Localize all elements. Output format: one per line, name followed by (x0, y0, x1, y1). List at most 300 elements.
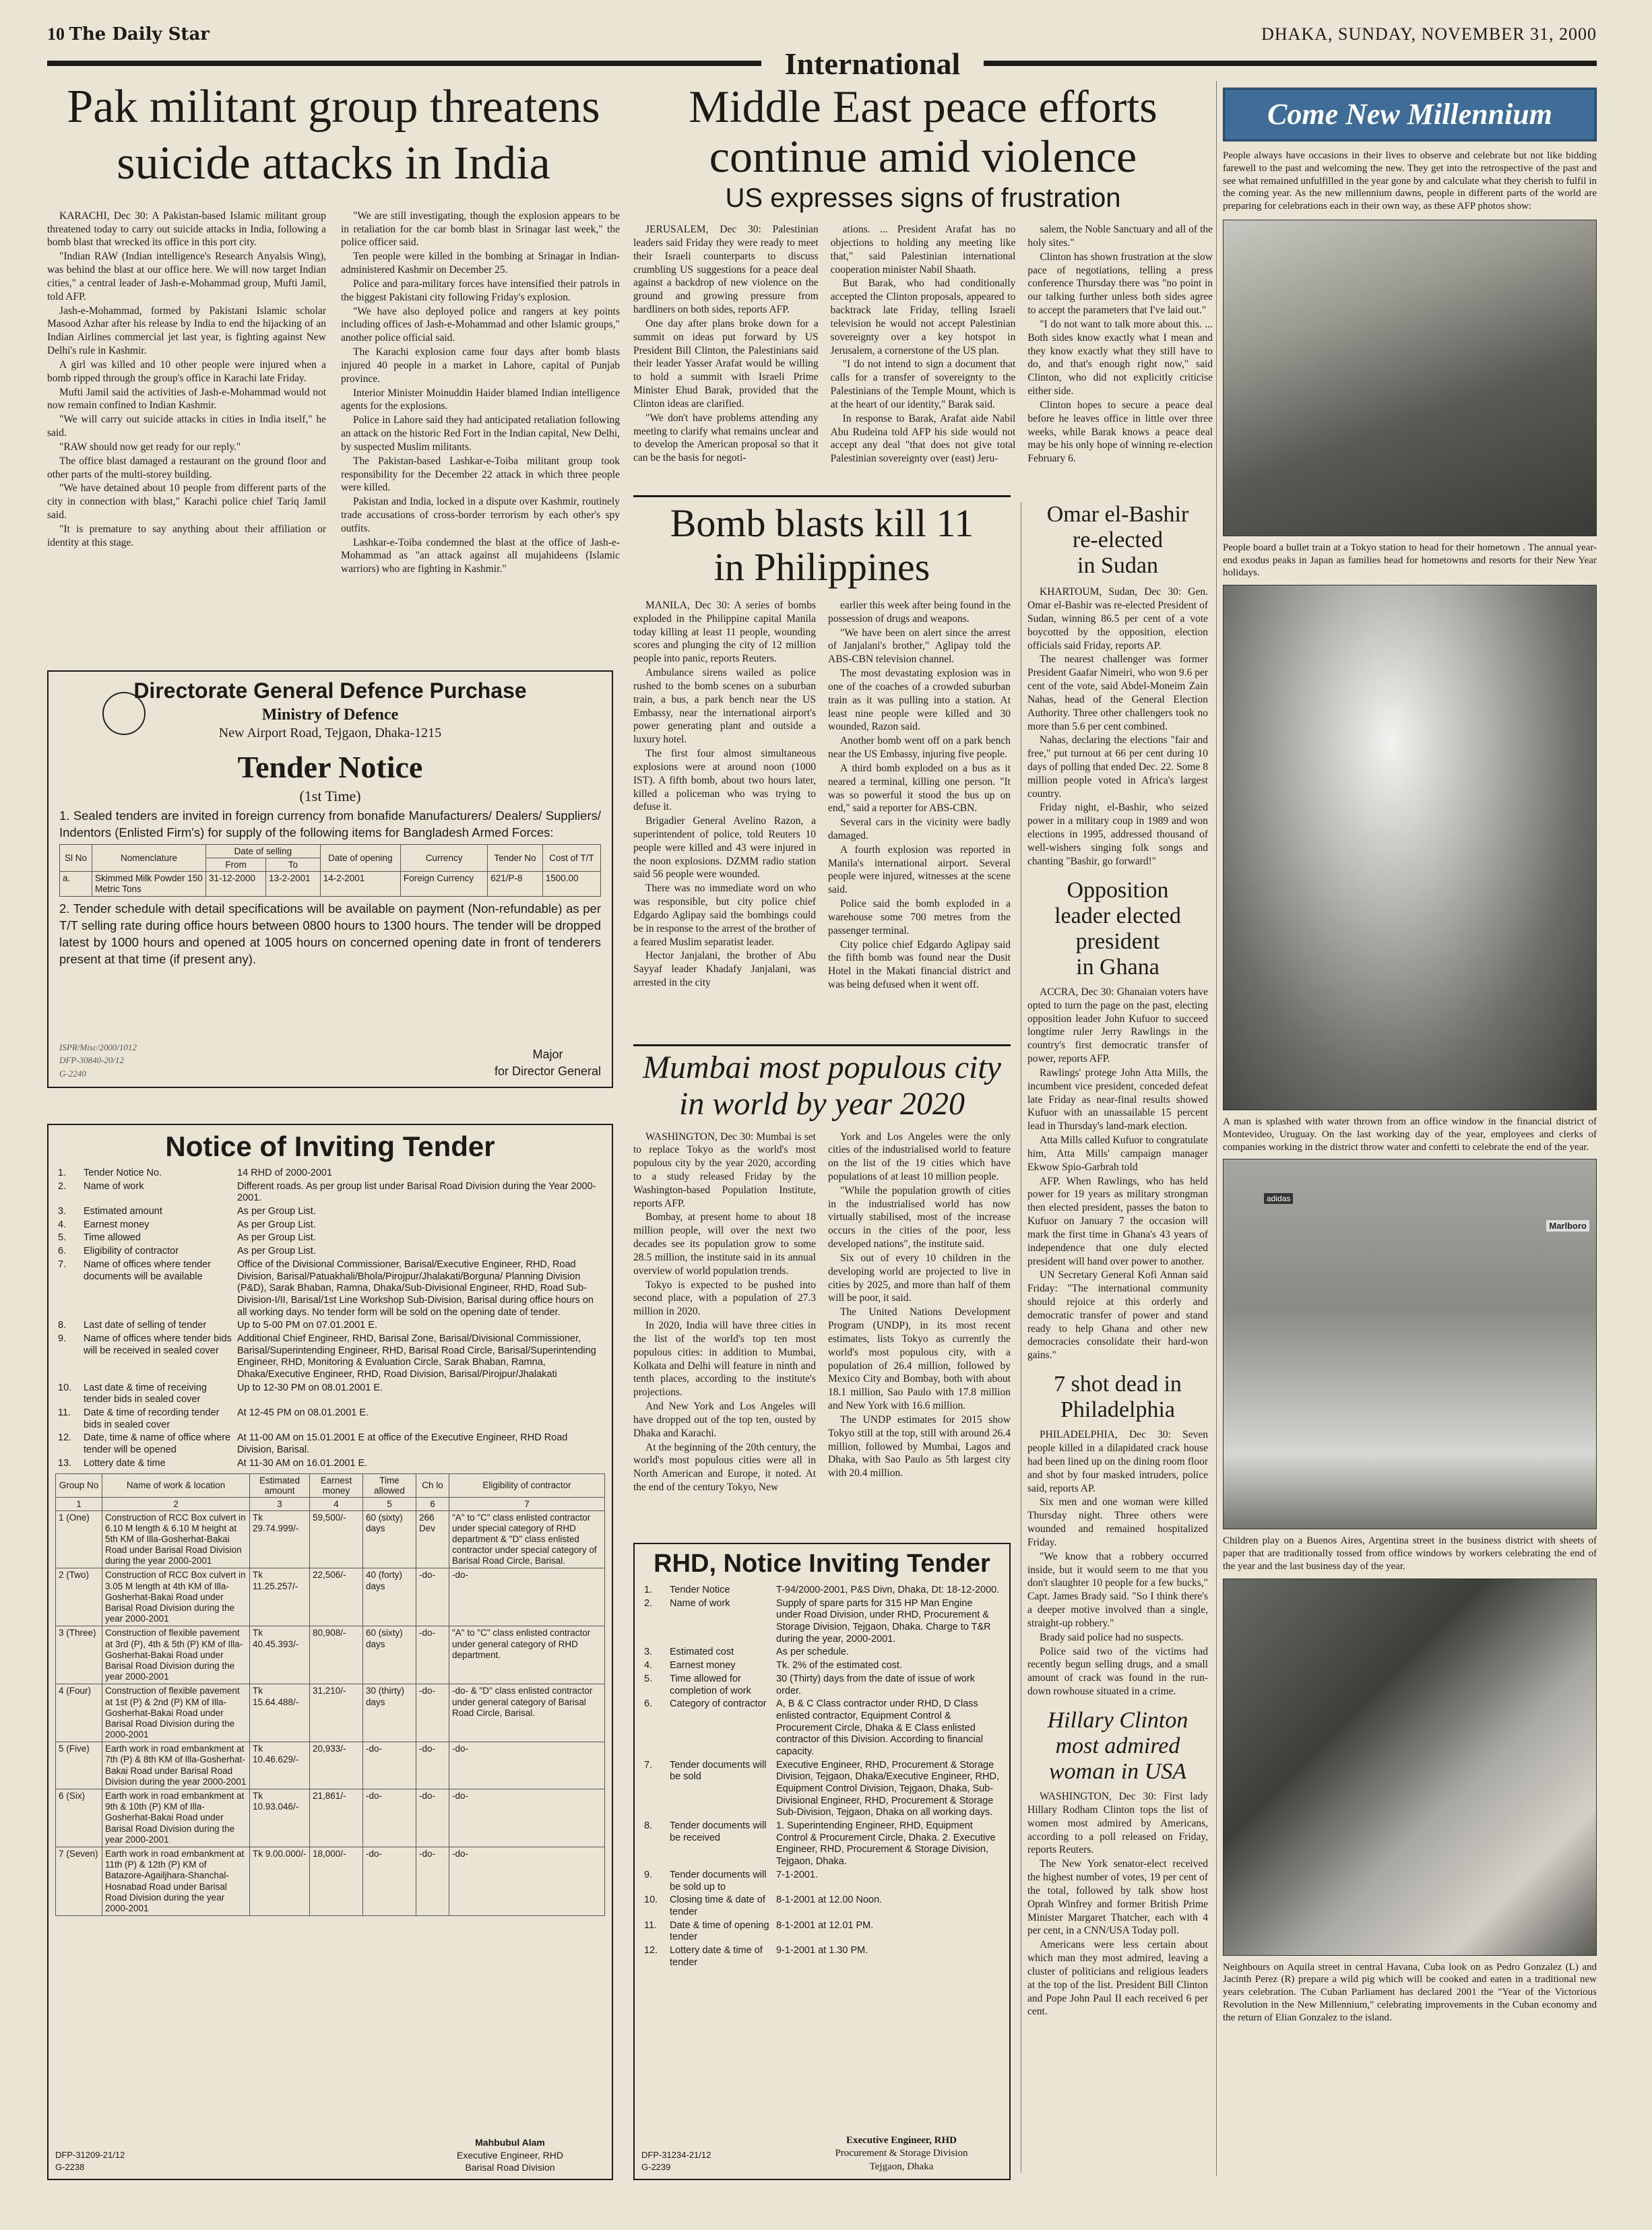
paragraph: The New York senator-elect received the highest number of votes, 19 per cent of the total, followed by talk show host Oprah Winfrey and former British Prime Minister Margaret Thatcher, each with 4 per cent, in a CNN/USA Today poll. (1027, 1858, 1208, 1937)
table-cell: 2. (58, 1180, 67, 1192)
dgdp-para-1: 1. Sealed tenders are invited in foreign currency from bonafide Manufacturers/ Dealers/ Suppliers/ Indentors (Enlisted Firm's) for supply of the following items for Bangladesh Armed Forces: (59, 808, 601, 839)
sign-adidas: adidas (1264, 1193, 1293, 1204)
sign-marlboro: Marlboro (1546, 1220, 1589, 1232)
photo-tokyo-station (1223, 220, 1597, 536)
table-row (641, 1659, 1003, 1673)
table-cell: 1. (58, 1168, 67, 1178)
table-cell: At 12-45 PM on 08.01.2001 E. (237, 1407, 369, 1419)
bomb-top-rule (633, 495, 1011, 497)
table-cell: Office of the Divisional Commissioner, Barisal/Executive Engineer, RHD, Road Division, Barisal/Patuakhali/Bhola/Pirojpur/Jhalakati/Borguna/ Planning Division (P&D), Sarak Bhaban, Ramna, Dhaka/Sub-Divisional Engineer, RHD, Road Sub-Division-I/II, Barisal/1st Line Workshop Sub-Division, Barisal during office hours on all working days. No tender form will be sold on the opening date of tender. (237, 1259, 594, 1318)
mideast-column-2 (831, 223, 1016, 466)
bomb-body (633, 599, 1011, 992)
table-cell: 11. (644, 1919, 658, 1931)
noit-ref-2: G-2238 (55, 2161, 85, 2172)
photo-montevideo-splash (1223, 585, 1597, 1110)
paragraph: The United Nations Development Program (UNDP), in its most recent estimates, lists Tokyo as currently the world's most populous city, with a population of 26.4 million, followed by Mexico City and Bombay, both with about 18.1 million, Sao Paulo with 17.8 million and New York with 16.6 million. (828, 1306, 1011, 1412)
paragraph: ations. ... President Arafat has no objections to holding any meeting like that," said Palestinian international cooperation minister Nabil Shaath. (830, 224, 1016, 276)
millennium-feature (1223, 88, 1597, 2024)
table-cell: 8. (644, 1820, 653, 1832)
paragraph: Interior Minister Moinuddin Haider blamed Indian intelligence agents for the explosions. (341, 387, 620, 412)
noit-signature (426, 2136, 594, 2173)
rhd-sig-3: Tejgaon, Dhaka (869, 2161, 934, 2172)
paragraph: There was no immediate word on who was responsible, but city police chief Edgardo Aglipay said the bombings could be in response to the arrest of the brother of a feared Muslim separatist leader. (633, 883, 816, 948)
dgdp-para-2: 2. Tender schedule with detail specifications will be available on payment (Non-refundable) as per T/T selling rate during office hours between 0800 hours to 1300 hours. The tender will be dropped latest by 1000 hours and opened at 1005 hours on concerned opening date in front of tenderers present at that time (if present any). (59, 901, 601, 967)
table-cell: Date & time of recording tender bids in sealed cover (84, 1407, 220, 1430)
table-cell: 6. (58, 1246, 67, 1257)
table-cell: Tk 29.74.999/- (250, 1510, 310, 1568)
table-cell: -do- (449, 1568, 605, 1626)
column-number: 6 (416, 1497, 449, 1510)
ghana-headline-1: Opposition (1067, 877, 1169, 903)
mideast-story (633, 81, 1213, 466)
dgdp-address: New Airport Road, Tejgaon, Dhaka-1215 (218, 726, 442, 740)
dgdp-col-tender-no: Tender No (488, 844, 542, 871)
table-cell: Estimated amount (84, 1206, 162, 1217)
paragraph: Friday night, el-Bashir, who seized power in a military coup in 1989 and won elections in 1995, addressed thousand of well-wishers singing folk songs and chanting "Bashir, go forward!" (1027, 802, 1208, 867)
table-row (55, 1457, 605, 1471)
bomb-column-1 (633, 599, 816, 992)
table-cell: 10. (644, 1894, 658, 1906)
paragraph: "I do not intend to sign a document that calls for a transfer of sovereignty to the Palestinians of the Temple Mount, which is at the heart of our identity," Barak said. (830, 358, 1016, 410)
table-cell: -do- (416, 1789, 449, 1847)
pak-column-1 (47, 210, 326, 577)
dgdp-col-cost: Cost of T/T (542, 844, 600, 871)
table-cell: Date, time & name of office where tender will be opened (84, 1432, 231, 1456)
dgdp-cell-item: Skimmed Milk Powder 150 Metric Tons (92, 871, 205, 896)
dgdp-ministry: Ministry of Defence (261, 706, 399, 724)
section-rule-left (47, 61, 761, 66)
table-row (55, 1382, 605, 1407)
hillary-headline-1: Hillary Clinton (1047, 1707, 1188, 1733)
table-cell: 30 (Thirty) days from the date of issue of work order. (776, 1673, 975, 1696)
table-cell: -do- (416, 1742, 449, 1789)
paragraph: Six men and one woman were killed Thursday night. Three others were wounded and remained hospitalized Friday. (1027, 1496, 1208, 1548)
bashir-body (1027, 585, 1208, 868)
table-cell: "A" to "C" class enlisted contractor under general category of RHD department. (449, 1626, 605, 1684)
table-cell: 1. Superintending Engineer, RHD, Equipment Control & Procurement Circle, Dhaka. 2. Executive Engineer, RHD, Procurement & Storage Division, Tejgaon, Dhaka. (776, 1820, 996, 1868)
paragraph: Police and para-military forces have intensified their patrols in the biggest Pakistani city following Friday's explosion. (341, 278, 620, 303)
column-number: 4 (310, 1497, 363, 1510)
table-row (641, 1759, 1003, 1820)
paragraph: Bombay, at present home to about 18 million people, will over the next two decades see its population grow to some 28.5 million, the institute said in its annual overview of world population trends. (633, 1211, 816, 1277)
paragraph: Pakistan and India, locked in a dispute over Kashmir, routinely trade accusations of cross-border terrorism by each other's spy outfits. (341, 496, 620, 534)
column-header: Ch lo (416, 1473, 449, 1497)
table-row (641, 1820, 1003, 1869)
dgdp-cell-cost: 1500.00 (542, 871, 600, 896)
paragraph: "While the population growth of cities in the industrialised world has now virtually stabilised, most of the increase occurs in the cities of the poor, less developed nations", the institute said. (828, 1184, 1011, 1250)
paragraph: KARACHI, Dec 30: A Pakistan-based Islamic militant group threatened today to carry out suicide attacks in India, following a bomb blast that wrecked its office in this port city. (47, 210, 326, 249)
table-row (641, 1584, 1003, 1597)
rhd-sig-2: Procurement & Storage Division (835, 2148, 968, 2159)
rhd-ref-1: DFP-31234-21/12 (641, 2149, 711, 2160)
paragraph: "We don't have problems attending any meeting to clarify what remains unclear and to develop the American proposal so that it can be the basis for negoti- (633, 412, 819, 464)
paragraph: In response to Barak, Arafat aide Nabil Abu Rudeina told AFP his side would not accept any deal "that does not give total Palestinian sovereignty over (east) Jeru- (830, 412, 1016, 465)
table-cell: Lottery date & time of tender (670, 1944, 763, 1968)
hillary-body (1027, 1790, 1208, 2018)
table-cell: 8-1-2001 at 12.00 Noon. (776, 1894, 883, 1906)
table-row (55, 1245, 605, 1259)
dgdp-sign-1: Major (532, 1047, 563, 1061)
paragraph: Police in Lahore said they had anticipated retaliation following an attack on the historic Red Fort in the Indian capital, New Delhi, by suspected Muslim militants. (341, 414, 620, 453)
paragraph: A third bomb exploded on a bus as it neared a terminal, killing one person. "It was so powerful it stood the bus up on end," said a reporter for ABS-CBN. (828, 762, 1011, 815)
table-cell: -do- (449, 1789, 605, 1847)
noit-refs (55, 2149, 125, 2173)
table-row (55, 1219, 605, 1232)
table-cell: Earnest money (84, 1219, 150, 1230)
paragraph: But Barak, who had conditionally accepted the Clinton proposals, appeared to backtrack late Friday, telling Israeli television he would not accept Palestinian sovereignty over a key hotspot in Jerusalem, a cornerstone of the US plan. (830, 278, 1016, 356)
table-cell: Tender Notice (670, 1585, 730, 1595)
mumbai-story (633, 1050, 1011, 1495)
paragraph: Atta Mills called Kufuor to congratulate him, Atta Mills' campaign manager Ekwow Spio-Garbrah told (1027, 1135, 1208, 1173)
table-row (56, 1626, 605, 1684)
dgdp-tender-notice (47, 670, 613, 1088)
dgdp-ref-3: G-2240 (59, 1068, 86, 1079)
millennium-banner: Come New Millennium (1223, 88, 1597, 141)
paragraph: Six out of every 10 children in the developing world are projected to live in cities by 2025, and more than half of them will be poor, it said. (828, 1252, 1011, 1304)
mideast-column-3 (1027, 223, 1213, 466)
table-cell: Tk 10.46.629/- (250, 1742, 310, 1789)
table-cell: 4 (Four) (56, 1684, 102, 1742)
table-cell: Tender documents will be sold (670, 1759, 767, 1783)
table-cell: 3. (644, 1647, 653, 1658)
paragraph: UN Secretary General Kofi Annan said Friday: "The international community should rejoice at this orderly and democratic transfer of power and stand ready to help Ghana and other new democracies consolidate their hard-won gains." (1027, 1269, 1208, 1362)
paragraph: Police said the bomb exploded in a warehouse some 700 metres from the passenger terminal. (828, 898, 1011, 936)
table-cell: 40 (forty) days (363, 1568, 416, 1626)
column-header: Name of work & location (102, 1473, 250, 1497)
column-header: Group No (56, 1473, 102, 1497)
ghana-headline-4: in Ghana (1076, 954, 1159, 980)
table-row (56, 1568, 605, 1626)
table-cell: 4. (644, 1660, 653, 1671)
table-row (55, 1167, 605, 1180)
bomb-headline-1: Bomb blasts kill 11 (670, 501, 974, 545)
table-row (641, 1698, 1003, 1758)
caption-buenos-aires: Children play on a Buenos Aires, Argentina street in the business district with sheets of paper that are traditionally tossed from office windows by workers celebrating the end of the year and the last business day of the year. (1223, 1535, 1597, 1572)
rhd-notice (633, 1543, 1011, 2180)
pak-headline-1: Pak militant group threatens (67, 81, 600, 133)
paragraph: PHILADELPHIA, Dec 30: Seven people killed in a dilapidated crack house had been lined up on the dining room floor and shot by four masked intruders, police said, reports AP. (1027, 1429, 1208, 1494)
paragraph: salem, the Noble Sanctuary and all of the holy sites." (1027, 224, 1213, 249)
paragraph: Mufti Jamil said the activities of Jash-e-Mohammad would not now remain confined to Indian Kashmir. (47, 386, 326, 412)
table-row (55, 1232, 605, 1245)
table-cell: Time allowed (84, 1232, 141, 1244)
table-cell: Construction of flexible pavement at 3rd (P), 4th & 5th (P) KM of Illa-Gosherhat-Bakai Road under Barisal Road Division during the year 2000-2001 (102, 1626, 250, 1684)
table-cell: Date & time of opening tender (670, 1919, 769, 1943)
column-header: Estimated amount (250, 1473, 310, 1497)
paragraph: "We have also deployed police and rangers at key points including offices of Jash-e-Mohammad and other Islamic groups," another police official said. (341, 305, 620, 344)
paragraph: KHARTOUM, Sudan, Dec 30: Gen. Omar el-Bashir was re-elected President of Sudan, winning 86.5 per cent of a vote boycotted by the opposition, election officials said Friday, reports AP. (1027, 586, 1208, 651)
dgdp-col-to: To (266, 858, 321, 871)
table-row (641, 1869, 1003, 1894)
paragraph: Jash-e-Mohammad, formed by Pakistani Islamic scholar Masood Azhar after his release by India to end the hijacking of an Indian Airlines commercial jet last year, is fighting against New Delhi's rule in Kashmir. (47, 305, 326, 357)
paragraph: In 2020, India will have three cities in the list of the world's top ten most populous cities: in addition to Mumbai, Kolkata and Delhi will feature in ninth and tenth places, according to the institute's projections. (633, 1320, 816, 1399)
table-cell: Tk 9.00.000/- (250, 1847, 310, 1915)
paragraph: The Pakistan-based Lashkar-e-Toiba militant group took responsibility for the December 22 attack in which three people were killed. (341, 455, 620, 494)
table-cell: As per Group List. (237, 1232, 316, 1244)
dgdp-col-sl: Sl No (60, 844, 92, 871)
table-cell: Tender documents will be received (670, 1820, 767, 1843)
dgdp-col-currency: Currency (400, 844, 487, 871)
table-row (56, 1847, 605, 1915)
table-row (55, 1333, 605, 1382)
table-cell: 266 Dev (416, 1510, 449, 1568)
paragraph: The first four almost simultaneous explosions were at around noon (1000 IST). A fifth bomb, about two hours later, killed a policeman who was trying to defuse it. (633, 748, 816, 813)
table-cell: 7. (58, 1259, 67, 1270)
column-header: Eligibility of contractor (449, 1473, 605, 1497)
dgdp-org: Directorate General Defence Purchase (133, 678, 527, 703)
table-cell: A, B & C Class contractor under RHD, D Class enlisted contractor, Equipment Control & Procurement Circle, Dhaka & E Class enlisted contractor of this Division. According to financial capacity. (776, 1698, 984, 1757)
table-cell: Name of offices where tender documents will be available (84, 1259, 212, 1282)
rhd-sig-1: Executive Engineer, RHD (846, 2134, 957, 2146)
mideast-subhead: US expresses signs of frustration (725, 183, 1121, 214)
table-cell: Different roads. As per group list under Barisal Road Division during the Year 2000-2001. (237, 1180, 596, 1204)
paragraph: Ten people were killed in the bombing at Srinagar in Indian-administered Kashmir on December 25. (341, 251, 620, 276)
dgdp-col-nomenclature: Nomenclature (92, 844, 205, 871)
column-number: 5 (363, 1497, 416, 1510)
ghana-headline-3: president (1075, 928, 1160, 954)
paragraph: The nearest challenger was former President Gaafar Nimeiri, who won 9.6 per cent of the vote, said Abdel-Moneim Zain Nahas, head of the General Election Authority. Three other challengers took no more than 5.6 per cent combined. (1027, 654, 1208, 732)
mideast-headline-1: Middle East peace efforts (689, 81, 1157, 132)
paragraph: "Indian RAW (Indian intelligence's Research Anyalsis Wing), was behind the blast at our office here. We will now target Indian cities," a central leader of Jash-e-Mohammad group, Mufti Jamil, told AFP. (47, 251, 326, 302)
emblem-icon (102, 692, 146, 735)
dateline: DHAKA, SUNDAY, NOVEMBER 31, 2000 (1261, 24, 1597, 44)
dgdp-signature (495, 1046, 601, 1080)
table-cell: 3. (58, 1206, 67, 1217)
masthead (47, 20, 1597, 47)
dgdp-ref-2: DFP-30840-20/12 (59, 1055, 125, 1065)
noit-ref-1: DFP-31209-21/12 (55, 2149, 125, 2160)
paragraph: Lashkar-e-Toiba condemned the blast at the office of Jash-e-Mohammad as "an attack against all mujahideens (Islamic warriors) who are fighting in Kashmir." (341, 536, 620, 575)
table-cell: 8. (58, 1320, 67, 1331)
table-cell: As per schedule. (776, 1647, 850, 1658)
section-rule-right (984, 61, 1597, 66)
bomb-column-2 (828, 599, 1011, 992)
paragraph: City police chief Edgardo Aglipay said the fifth bomb was found near the Dusit Hotel in the Makati financial district and was being defused when it went off. (828, 938, 1011, 991)
table-cell: -do- (449, 1847, 605, 1915)
millennium-intro: People always have occasions in their lives to observe and celebrate but not like bidding farewell to the past and welcoming the new. They get into the retrospective of the past and see what remained unfulfilled in the year gone by and calculate what they cherish to fulfil in the coming year. As the new millennium dawns, people in different parts of the world are preparing for celebrations each in their own way, as these AFP photos show: (1223, 150, 1597, 212)
table-cell: -do- (416, 1568, 449, 1626)
dgdp-col-opening: Date of opening (320, 844, 400, 871)
table-cell: -do- (363, 1847, 416, 1915)
column-number: 1 (56, 1497, 102, 1510)
dgdp-table (59, 844, 601, 897)
table-cell: Up to 5-00 PM on 07.01.2001 E. (237, 1320, 377, 1331)
paragraph: The Karachi explosion came four days after bomb blasts injured 40 people in a market in Lahore, capital of Punjab province. (341, 346, 620, 385)
table-row (56, 1742, 605, 1789)
table-cell: Lottery date & time (84, 1457, 166, 1469)
table-cell: 60 (sixty) days (363, 1626, 416, 1684)
table-cell: 7-1-2001. (776, 1869, 819, 1880)
rhd-refs (641, 2149, 711, 2173)
column-divider-right (1216, 81, 1217, 2176)
table-cell: 3 (Three) (56, 1626, 102, 1684)
column-header: Earnest money (310, 1473, 363, 1497)
table-cell: Earth work in road embankment at 11th (P) & 12th (P) KM of Batazore-Agailjhara-Shanchal-Hosnabad Road under Barisal Road Division during the year 2000-2001 (102, 1847, 250, 1915)
table-row (641, 1597, 1003, 1647)
table-row (641, 1673, 1003, 1698)
noit-sig-1: Mahbubul Alam (475, 2137, 545, 2148)
noit-sig-3: Barisal Road Division (465, 2161, 555, 2173)
paragraph: "We will carry out suicide attacks in cities in India itself," he said. (47, 414, 326, 439)
noit-title: Notice of Inviting Tender (165, 1130, 495, 1162)
paragraph: Rawlings' protege John Atta Mills, the incumbent vice president, conceded defeat late Friday as near-final results showed Kufuor with an unassailable 15 percent lead in Thursday's land-mark election. (1027, 1066, 1208, 1133)
table-cell: 9. (58, 1333, 67, 1344)
table-cell: Additional Chief Engineer, RHD, Barisal Zone, Barisal/Divisional Commissioner, Barisal/Superintending Engineer, RHD, Barisal Road Circle, Barisal/Superintending Engineer, RHD, Monitoring & Evaluation Circle, Sarak Bhaban, Ramna, Dhaka/Executive Engineer, RHD, Road Division, Barisal/Pirojpur/Jhalakati (237, 1333, 596, 1380)
rhd-ref-2: G-2239 (641, 2161, 671, 2172)
dgdp-subtitle: (1st Time) (299, 788, 361, 804)
page-number: 10 (47, 24, 65, 44)
noit-groups-table (55, 1473, 605, 1917)
table-row (641, 1894, 1003, 1919)
paragraph: Several cars in the vicinity were badly damaged. (828, 817, 1011, 841)
paragraph: earlier this week after being found in the possession of drugs and weapons. (828, 599, 1011, 625)
pak-headline-2: suicide attacks in India (117, 137, 550, 190)
paragraph: Tokyo is expected to be pushed into second place, with a population of 27.3 million in 2020. (633, 1279, 816, 1318)
paragraph: "I do not want to talk more about this. ... Both sides know exactly what I mean and they know exactly what they still have to do, and that's enough right now," said Clinton, who did not explicitly criticise either side. (1027, 318, 1213, 397)
table-row (56, 1510, 605, 1568)
table-cell: 2 (Two) (56, 1568, 102, 1626)
table-cell: Time allowed for completion of work (670, 1673, 751, 1696)
dgdp-cell-open: 14-2-2001 (320, 871, 400, 896)
table-cell: At 11-30 AM on 16.01.2001 E. (237, 1457, 368, 1469)
phila-headline-2: Philadelphia (1060, 1397, 1175, 1423)
table-row (55, 1432, 605, 1457)
table-row (641, 1919, 1003, 1944)
table-cell: Earnest money (670, 1660, 736, 1671)
table-cell: Up to 12-30 PM on 08.01.2001 E. (237, 1382, 383, 1393)
table-cell: Tender documents will be sold up to (670, 1869, 767, 1892)
pak-story (47, 81, 620, 577)
table-row (60, 871, 601, 896)
mumbai-headline-2: in world by year 2020 (679, 1085, 965, 1122)
paragraph: One day after plans broke down for a summit on ideas put forward by US President Bill Clinton, the Palestinians said their leader Yasser Arafat would be willing to hold a summit with Israeli Prime Minister Ehud Barak, provided that the Clinton ideas are clarified. (633, 317, 819, 410)
table-cell: 5. (58, 1232, 67, 1244)
dgdp-col-selling: Date of selling (205, 844, 320, 858)
table-cell: 6. (644, 1698, 653, 1710)
rhd-signature (807, 2134, 996, 2174)
pak-column-2 (341, 210, 620, 577)
paragraph: York and Los Angeles were the only cities of the industrialised world to feature on the list of the 19 cities which have populations of at least 10 million people. (828, 1130, 1011, 1182)
bomb-headline-2: in Philippines (713, 544, 930, 589)
mideast-headline-2: continue amid violence (709, 131, 1137, 183)
paragraph: The office blast damaged a restaurant on the ground floor and other parts of the multi-storey building. (47, 455, 326, 480)
table-cell: Eligibility of contractor (84, 1246, 179, 1257)
table-cell: At 11-00 AM on 15.01.2001 E at office of the Executive Engineer, RHD Road Division, Barisal. (237, 1432, 568, 1456)
table-cell: 2. (644, 1597, 653, 1609)
table-cell: -do- (416, 1626, 449, 1684)
table-cell: As per Group List. (237, 1246, 316, 1257)
paragraph: Hector Janjalani, the brother of Abu Sayyaf leader Khadafy Janjalani, was arrested in the city (633, 950, 816, 989)
table-cell: T-94/2000-2001, P&S Divn, Dhaka, Dt: 18-12-2000. (776, 1585, 1000, 1595)
paragraph: At the beginning of the 20th century, the world's most populous cities were all in North American and Europe, it noted. At the end of the century Tokyo, New (633, 1441, 816, 1494)
table-cell: Tk 40.45.393/- (250, 1626, 310, 1684)
dgdp-cell-no: 621/P-8 (488, 871, 542, 896)
paragraph: The UNDP estimates for 2015 show Tokyo still at the top, still with around 26.4 million, followed by Mumbai, Lagos and Dhaka, with Sao Paulo as 5th largest city with 20.4 million. (828, 1413, 1011, 1479)
ghana-headline-2: leader elected (1054, 903, 1181, 928)
table-cell: 5 (Five) (56, 1742, 102, 1789)
paragraph: Nahas, declaring the elections "fair and free," put turnout at 66 per cent during 10 days of polling that ended Dec. 22. Some 8 million people voted in Africa's largest country. (1027, 734, 1208, 800)
table-cell: Tk. 2% of the estimated cost. (776, 1660, 902, 1671)
mumbai-column-1 (633, 1130, 816, 1495)
table-cell: 12. (58, 1432, 72, 1444)
paragraph: A fourth explosion was reported in Manila's international airport. Several people were injured, witnesses at the scene said. (828, 843, 1011, 896)
table-cell: 7 (Seven) (56, 1847, 102, 1915)
dgdp-ref-1: ISPR/Misc/2000/1012 (59, 1042, 137, 1052)
dgdp-refs (59, 1041, 137, 1081)
caption-montevideo: A man is splashed with water thrown from an office window in the financial district of Montevideo, Uruguay. On the last working day of the year, employees and clerks of companies working in the district throw water and confetti to celebrate the end of the year. (1223, 1116, 1597, 1153)
table-row (641, 1944, 1003, 1969)
table-cell: -do- (416, 1684, 449, 1742)
table-cell: 6 (Six) (56, 1789, 102, 1847)
paper-name: The Daily Star (69, 24, 210, 44)
phila-headline-1: 7 shot dead in (1054, 1372, 1182, 1397)
table-row (55, 1205, 605, 1219)
table-cell: Name of work (670, 1597, 730, 1609)
paragraph: "We are still investigating, though the explosion appears to be in retaliation for the car bomb blast in Srinagar last week," the police officer said. (341, 210, 620, 249)
table-cell: Last date & time of receiving tender bids in sealed cover (84, 1382, 207, 1405)
paragraph: Clinton hopes to secure a peace deal before he leaves office in little over three weeks, while Barak knows a peace deal may be his only hope of winning re-election February 6. (1027, 399, 1213, 465)
paragraph: Clinton has shown frustration at the slow pace of negotiations, telling a press conference Thursday there was "no point in our talking further unless both sides agree to accept the parameters that I've laid out." (1027, 251, 1213, 317)
rhd-title: RHD, Notice Inviting Tender (654, 1550, 990, 1578)
table-cell: Estimated cost (670, 1647, 734, 1658)
table-row (56, 1684, 605, 1742)
table-cell: Name of offices where tender bids will be received in sealed cover (84, 1333, 232, 1356)
paragraph: "It is premature to say anything about their affiliation or identity at this stage. (47, 523, 326, 548)
table-cell: -do- (449, 1742, 605, 1789)
paragraph: Ambulance sirens wailed as police rushed to the bomb scenes on a suburban train, a bus, a park bench near the US Embassy, near the international airport's power generating plant and outside a luxury hotel. (633, 667, 816, 746)
paragraph: MANILA, Dec 30: A series of bombs exploded in the Philippine capital Manila today killing at least 11 people, wounding scores and plunging the city of 12 million people into panic, reports Reuters. (633, 599, 816, 665)
table-cell: 31,210/- (310, 1684, 363, 1742)
table-cell: -do- (363, 1789, 416, 1847)
column-number: 3 (250, 1497, 310, 1510)
table-cell: 59,500/- (310, 1510, 363, 1568)
table-row (55, 1259, 605, 1319)
bashir-headline-1: Omar el-Bashir (1046, 502, 1189, 527)
mumbai-column-2 (828, 1130, 1011, 1495)
column-number: 2 (102, 1497, 250, 1510)
briefs-column (1027, 502, 1208, 2019)
column-number: 7 (449, 1497, 605, 1510)
table-cell: 21,861/- (310, 1789, 363, 1847)
table-cell: Earth work in road embankment at 9th & 10th (P) KM of Illa-Gosherhat-Bakai Road under Barisal Road Division during the year 2000-2001 (102, 1789, 250, 1847)
table-cell: As per Group List. (237, 1206, 316, 1217)
table-row (55, 1319, 605, 1333)
dgdp-cell-sl: a. (60, 871, 92, 896)
phila-body (1027, 1428, 1208, 1698)
noit-sig-2: Executive Engineer, RHD (457, 2149, 563, 2161)
table-cell: 10. (58, 1382, 72, 1393)
hillary-headline-2: most admired (1055, 1733, 1180, 1758)
table-cell: 14 RHD of 2000-2001 (237, 1168, 333, 1178)
table-cell: 13. (58, 1457, 72, 1469)
table-cell: Tender Notice No. (84, 1168, 162, 1178)
paragraph: Brigadier General Avelino Razon, a superintendent of police, told Reuters 10 people were killed and 43 were injured in the noon explosions. DZMM radio station said 56 people were wounded. (633, 815, 816, 881)
table-cell: 30 (thirty) days (363, 1684, 416, 1742)
table-cell: -do- & "D" class enlisted contractor under general category of Barisal Road Circle, Barisal. (449, 1684, 605, 1742)
table-cell: "A" to "C" class enlisted contractor under special category of RHD department & "D" class enlisted contractor under special category of Barisal Road Circle, Barisal. (449, 1510, 605, 1568)
table-cell: Construction of flexible pavement at 1st (P) & 2nd (P) KM of Illa-Gosherhat-Bakai Road under Barisal Road Division during the 2000-2001 (102, 1684, 250, 1742)
paragraph: "We have detained about 10 people from different parts of the city in connection with blast," Karachi police chief Tariq Jamil said. (47, 482, 326, 521)
paragraph: A girl was killed and 10 other people were injured when a bomb ripped through the group's office in Karachi late Friday. (47, 358, 326, 384)
paragraph: Brady said police had no suspects. (1040, 1631, 1184, 1643)
photo-buenos-aires (1223, 1159, 1597, 1529)
notice-inviting-tender (47, 1124, 613, 2180)
table-row (55, 1407, 605, 1432)
ghana-body (1027, 986, 1208, 1362)
mideast-body (633, 223, 1213, 466)
photo-havana (1223, 1579, 1597, 1956)
table-cell: Closing time & date of tender (670, 1894, 765, 1917)
